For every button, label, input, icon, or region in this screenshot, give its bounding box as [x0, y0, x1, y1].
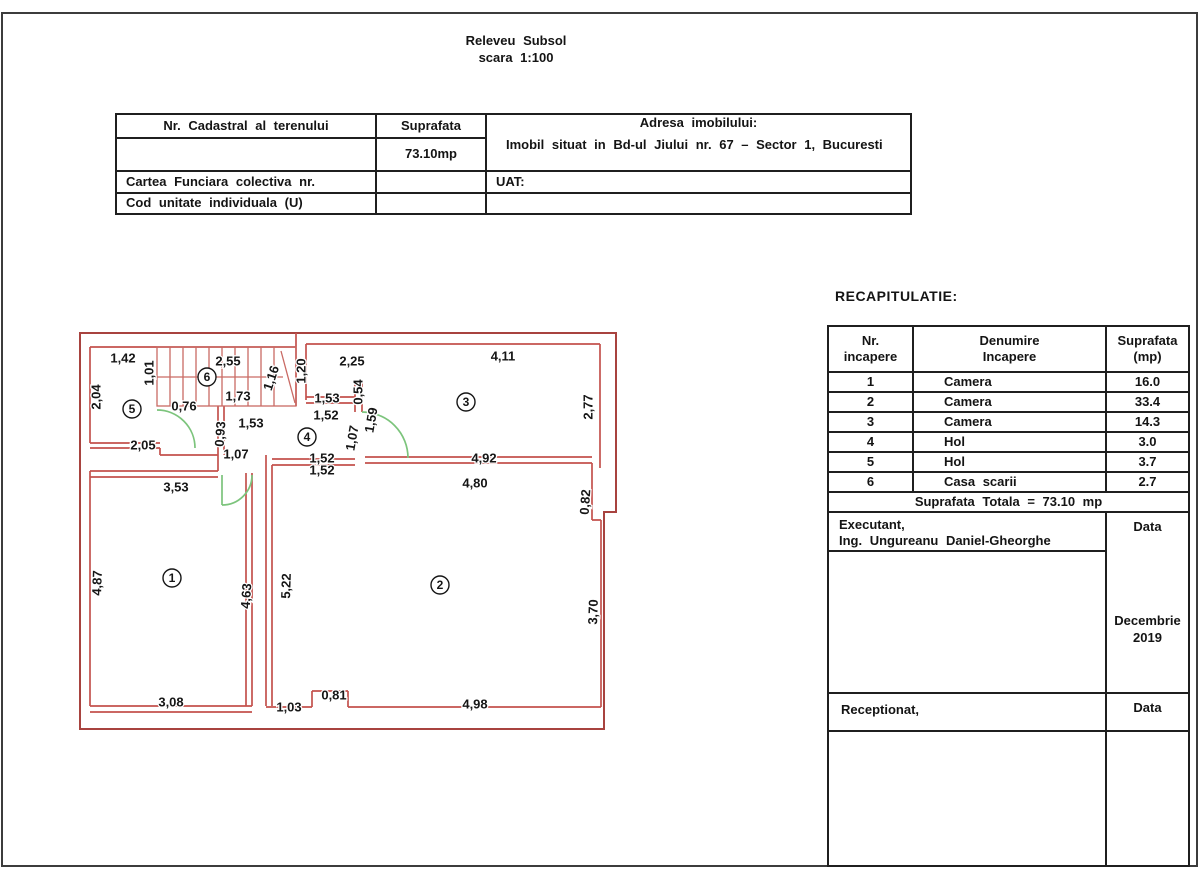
recap-title: RECAPITULATIE:: [835, 288, 958, 304]
dim-label: 4,11: [490, 348, 516, 364]
dim-label: 1,59: [361, 406, 381, 434]
dim-label: 0,54: [350, 379, 366, 405]
dim-label: 4,92: [471, 450, 497, 466]
row-denumire: Casa scarii: [913, 472, 1106, 492]
dim-label: 1,52: [309, 450, 335, 466]
dim-label: 4,80: [462, 475, 488, 491]
room-number: 1: [168, 571, 176, 585]
receptionat-cell: Receptionat,: [828, 693, 1106, 731]
nr-cadastral-label: Nr. Cadastral al terenului: [116, 114, 376, 138]
row-suprafata: 2.7: [1106, 472, 1189, 492]
row-suprafata: 16.0: [1106, 372, 1189, 392]
row-nr: 2: [828, 392, 913, 412]
total-row: Suprafata Totala = 73.10 mp: [828, 492, 1189, 512]
door-arc: [222, 475, 252, 505]
dim-label: 0,81: [321, 687, 347, 703]
door-arc: [157, 410, 195, 448]
row-suprafata: 14.3: [1106, 412, 1189, 432]
cod-unitate-label: Cod unitate individuala (U): [116, 193, 376, 214]
data-cell-receptionat: Data: [1106, 693, 1189, 731]
dim-label: 1,53: [314, 390, 340, 406]
row-nr: 1: [828, 372, 913, 392]
row-suprafata: 3.0: [1106, 432, 1189, 452]
row-denumire: Camera: [913, 392, 1106, 412]
suprafata-value: 73.10mp: [376, 138, 486, 171]
dim-label: 4,98: [462, 696, 488, 712]
dim-label: 1,52: [309, 462, 335, 478]
recap-header-suprafata: Suprafata (mp): [1106, 326, 1189, 372]
dim-label: 0,82: [576, 488, 594, 516]
cartea-funciara-label: Cartea Funciara colectiva nr.: [116, 171, 376, 193]
dim-label: 1,53: [238, 415, 264, 431]
dim-label: 5,22: [278, 573, 294, 599]
recap-header-denumire: Denumire Incapere: [913, 326, 1106, 372]
room-marker: [431, 576, 449, 594]
doc-title-line2: scara 1:100: [478, 49, 554, 65]
wall-outer-boundary: [80, 333, 616, 729]
room-number: 5: [128, 402, 136, 416]
dim-label: 2,04: [88, 384, 104, 410]
dim-label: 3,08: [158, 694, 184, 710]
row-nr: 5: [828, 452, 913, 472]
data-label: Data: [1133, 519, 1162, 534]
row-suprafata: 3.7: [1106, 452, 1189, 472]
room-number: 3: [462, 395, 470, 409]
row-nr: 6: [828, 472, 913, 492]
recap-header-nr: Nr. incapere: [828, 326, 913, 372]
wall-lines: [90, 333, 601, 712]
dim-label: 1,16: [259, 363, 283, 393]
dim-label: 2,55: [215, 353, 241, 369]
dim-label: 2,05: [130, 437, 156, 453]
room-marker: [163, 569, 181, 587]
room-marker: [298, 428, 316, 446]
room-marker: [198, 368, 216, 386]
suprafata-label: Suprafata: [376, 114, 486, 138]
executant-cell: Executant, Ing. Ungureanu Daniel-Gheorghe: [828, 512, 1106, 551]
dim-label: 1,20: [293, 358, 309, 384]
room-marker: [123, 400, 141, 418]
dim-label: 0,76: [171, 398, 197, 414]
dim-label: 0,93: [211, 420, 229, 448]
dim-label: 1,73: [225, 388, 251, 404]
row-suprafata: 33.4: [1106, 392, 1189, 412]
row-denumire: Hol: [913, 452, 1106, 472]
uat-label: UAT:: [486, 171, 911, 193]
room-number: 6: [203, 370, 211, 384]
row-nr: 3: [828, 412, 913, 432]
adresa-value: Imobil situat in Bd-ul Jiului nr. 67 – Sector 1, Bucuresti: [506, 137, 883, 153]
dim-label: 1,42: [110, 350, 136, 366]
dim-label: 4,63: [237, 582, 255, 610]
row-denumire: Hol: [913, 432, 1106, 452]
dim-label: 2,25: [339, 353, 365, 369]
dim-label: 1,07: [342, 424, 362, 452]
room-number: 2: [436, 578, 444, 592]
dim-label: 1,01: [141, 360, 157, 386]
room-number: 4: [303, 430, 311, 444]
adresa-label: Adresa imobilului:: [639, 115, 758, 130]
date-value: Decembrie 2019: [1114, 613, 1181, 646]
room-marker: [457, 393, 475, 411]
dim-label: 4,87: [89, 570, 105, 596]
dim-label: 1,03: [276, 699, 302, 715]
dim-label: 3,53: [163, 479, 189, 495]
dim-label: 1,52: [313, 407, 339, 423]
row-denumire: Camera: [913, 372, 1106, 392]
dim-label: 2,77: [580, 394, 596, 420]
row-denumire: Camera: [913, 412, 1106, 432]
doc-title-line1: Releveu Subsol: [465, 33, 567, 48]
dim-label: 3,70: [585, 599, 601, 625]
row-nr: 4: [828, 432, 913, 452]
dim-label: 1,07: [223, 446, 249, 462]
